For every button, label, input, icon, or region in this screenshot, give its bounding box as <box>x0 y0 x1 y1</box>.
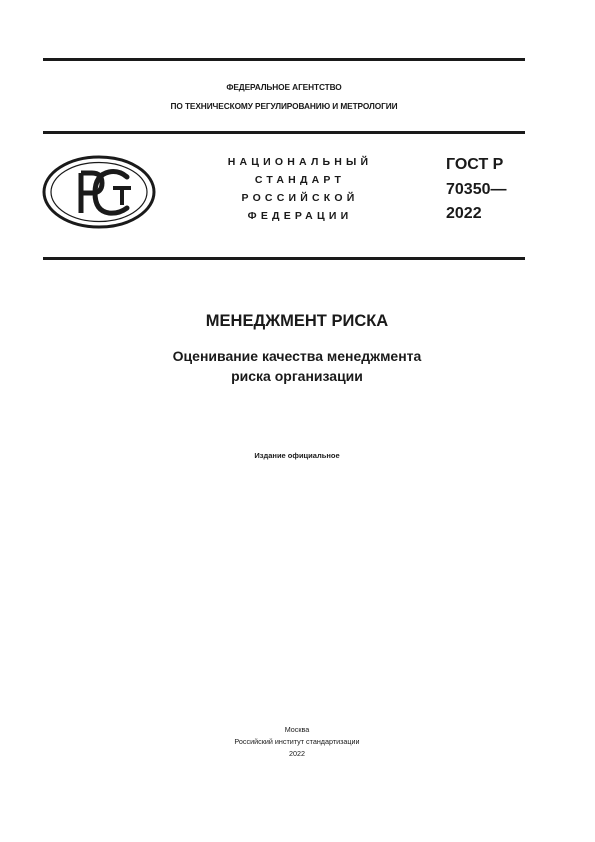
edition-note: Издание официальное <box>254 451 340 460</box>
imprint-publisher: Российский институт стандартизации <box>234 737 360 746</box>
gost-designation-line-1: ГОСТ Р <box>446 156 504 173</box>
document-subtitle-line-1: Оценивание качества менеджмента <box>172 348 422 364</box>
gost-designation-line-3: 2022 <box>446 205 482 222</box>
middle-rule <box>43 131 525 134</box>
document-title: МЕНЕДЖМЕНТ РИСКА <box>205 312 389 330</box>
agency-line-1: ФЕДЕРАЛЬНОЕ АГЕНТСТВО <box>226 82 342 92</box>
standard-line-3: РОССИЙСКОЙ <box>241 192 359 204</box>
imprint-city: Москва <box>284 725 310 734</box>
standard-line-4: ФЕДЕРАЦИИ <box>247 210 353 222</box>
imprint-year: 2022 <box>289 749 305 758</box>
document-subtitle-line-2: риска организации <box>231 368 363 384</box>
bottom-rule <box>43 257 525 260</box>
standard-line-1: НАЦИОНАЛЬНЫЙ <box>227 156 373 168</box>
agency-line-2: ПО ТЕХНИЧЕСКОМУ РЕГУЛИРОВАНИЮ И МЕТРОЛОГИИ <box>170 101 398 111</box>
standard-line-2: СТАНДАРТ <box>254 174 346 186</box>
gost-designation-line-2: 70350— <box>446 181 507 198</box>
top-rule <box>43 58 525 61</box>
gost-rst-emblem-icon <box>41 153 157 231</box>
